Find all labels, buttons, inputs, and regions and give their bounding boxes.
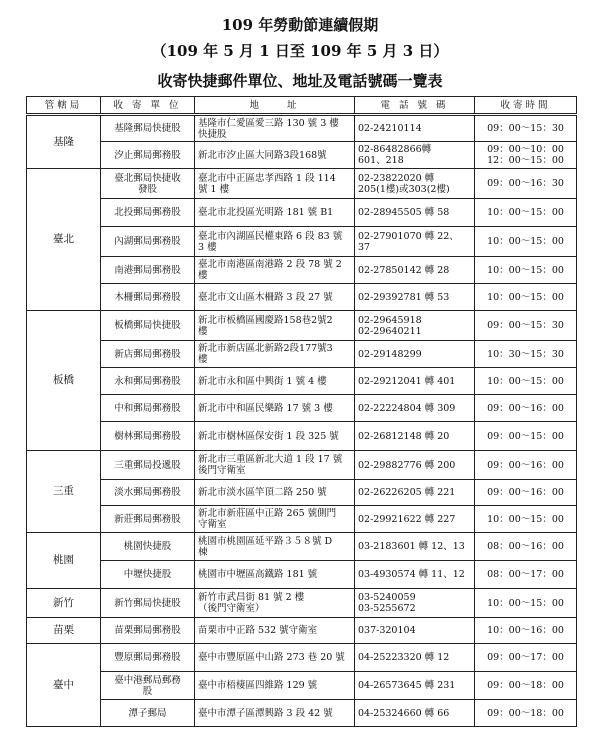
address-cell: 桃園市中壢區高鐵路 181 號 (195, 561, 355, 589)
phone-cell: 02-29645918 02-29640211 (355, 311, 475, 341)
hours-cell: 09：00～15：30 (475, 115, 577, 142)
address-cell: 新北市永和區中興街 1 號 4 樓 (195, 368, 355, 395)
hours-cell: 08：00～16：00 (475, 533, 577, 561)
hours-cell: 10：00～16：00 (475, 618, 577, 644)
phone-cell: 02-28945505 轉 58 (355, 199, 475, 227)
phone-cell: 03-2183601 轉 12、13 (355, 533, 475, 561)
hours-cell: 10：30～15：30 (475, 341, 577, 368)
unit-cell: 桃園快捷股 (101, 533, 195, 561)
table-row (27, 341, 577, 368)
table-row (27, 506, 577, 533)
unit-cell: 北投郵局郵務股 (101, 199, 195, 227)
table-row (27, 618, 577, 644)
phone-cell: 02-24210114 (355, 115, 475, 142)
hours-cell: 10：00～15：00 (475, 257, 577, 284)
table-row (27, 311, 577, 341)
table-row (27, 368, 577, 395)
phone-cell: 02-29882776 轉 200 (355, 451, 475, 480)
address-cell: 臺北市文山區木柵路 3 段 27 號 (195, 284, 355, 311)
unit-cell: 汐止郵局郵務股 (101, 142, 195, 169)
phone-cell: 04-25223320 轉 12 (355, 644, 475, 672)
phone-cell: 02-86482866轉 601、218 (355, 142, 475, 169)
hours-cell: 10：00～15：00 (475, 199, 577, 227)
region-cell: 板橋 (27, 311, 101, 451)
table-row (27, 533, 577, 561)
unit-cell: 淡水郵局郵務股 (101, 480, 195, 506)
hours-cell: 09：00～18：00 (475, 700, 577, 727)
address-cell: 苗栗市中正路 532 號守衛室 (195, 618, 355, 644)
table-row (27, 227, 577, 257)
phone-cell: 02-29392781 轉 53 (355, 284, 475, 311)
unit-cell: 永和郵局郵務股 (101, 368, 195, 395)
table-row (27, 199, 577, 227)
hours-cell: 09：00～17：00 (475, 644, 577, 672)
title-holiday: 109 年勞動節連續假期 (221, 16, 379, 34)
address-cell: 基隆市仁愛區愛三路 130 號 3 樓 快捷股 (195, 115, 355, 142)
unit-cell: 南港郵局郵務股 (101, 257, 195, 284)
header-hours: 收寄時間 (475, 97, 577, 115)
phone-cell: 02-26226205 轉 221 (355, 480, 475, 506)
address-cell: 新北市新店區北新路2段177號3 樓 (195, 341, 355, 368)
address-cell: 臺北市南港區南港路 2 段 78 號 2 樓 (195, 257, 355, 284)
table-row (27, 142, 577, 169)
table-row (27, 395, 577, 422)
phone-cell: 03-5240059 03-5255672 (355, 589, 475, 618)
phone-cell: 02-26812148 轉 20 (355, 422, 475, 451)
table-row (27, 451, 577, 480)
address-cell: 新北市淡水區竿頂二路 250 號 (195, 480, 355, 506)
phone-cell: 02-29212041 轉 401 (355, 368, 475, 395)
unit-cell: 苗栗郵局郵務股 (101, 618, 195, 644)
table-row (27, 422, 577, 451)
hours-cell: 09：00～16：00 (475, 480, 577, 506)
hours-cell: 09：00～16：00 (475, 395, 577, 422)
unit-cell: 臺中港郵局郵務 股 (101, 672, 195, 700)
region-cell: 臺北 (27, 169, 101, 311)
table-row (27, 644, 577, 672)
region-cell: 新竹 (27, 589, 101, 618)
table-row (27, 284, 577, 311)
address-cell: 新北市板橋區國慶路158巷2號2 樓 (195, 311, 355, 341)
phone-cell: 02-27901070 轉 22、 37 (355, 227, 475, 257)
address-cell: 臺中市潭子區潭興路 3 段 42 號 (195, 700, 355, 727)
phone-cell: 03-4930574 轉 11、12 (355, 561, 475, 589)
unit-cell: 潭子郵局 (101, 700, 195, 727)
region-cell: 苗栗 (27, 618, 101, 644)
address-cell: 新北市樹林區保安街 1 段 325 號 (195, 422, 355, 451)
phone-cell: 02-29148299 (355, 341, 475, 368)
header-jurisdiction: 管轄局 (27, 97, 101, 115)
title-table-caption: 收寄快捷郵件單位、地址及電話號碼一覽表 (157, 72, 443, 90)
address-cell: 新北市新莊區中正路 265 號側門 守衛室 (195, 506, 355, 533)
phone-cell: 037-320104 (355, 618, 475, 644)
table-row (27, 700, 577, 727)
unit-cell: 樹林郵局郵務股 (101, 422, 195, 451)
hours-cell: 10：00～15：00 (475, 227, 577, 257)
phone-cell: 02-29921622 轉 227 (355, 506, 475, 533)
address-cell: 臺北市中正區忠孝西路 1 段 114 號 1 樓 (195, 169, 355, 199)
address-cell: 新竹市武昌街 81 號 2 樓 （後門守衛室） (195, 589, 355, 618)
hours-cell: 08：00～17：00 (475, 561, 577, 589)
hours-cell: 10：00～15：00 (475, 506, 577, 533)
region-cell: 基隆 (27, 115, 101, 169)
unit-cell: 新莊郵局郵務股 (101, 506, 195, 533)
unit-cell: 中和郵局郵務股 (101, 395, 195, 422)
address-cell: 臺中市梧棲區四維路 129 號 (195, 672, 355, 700)
phone-cell: 04-25324660 轉 66 (355, 700, 475, 727)
table-row (27, 561, 577, 589)
address-cell: 臺北市內湖區民權東路 6 段 83 號 3 樓 (195, 227, 355, 257)
address-cell: 臺中市豐原區中山路 273 巷 20 號 (195, 644, 355, 672)
region-cell: 臺中 (27, 644, 101, 727)
header-address: 地 址 (195, 97, 355, 115)
unit-cell: 臺北郵局快捷收 發股 (101, 169, 195, 199)
hours-cell: 09：00～10：00 12：00～15：00 (475, 142, 577, 169)
hours-cell: 09：00～16：30 (475, 169, 577, 199)
header-unit: 收 寄 單 位 (101, 97, 195, 115)
hours-cell: 10：00～15：00 (475, 284, 577, 311)
phone-cell: 02-27850142 轉 28 (355, 257, 475, 284)
address-cell: 臺北市北投區光明路 181 號 B1 (195, 199, 355, 227)
address-cell: 新北市中和區民樂路 17 號 3 樓 (195, 395, 355, 422)
table-row (27, 115, 577, 142)
post-office-table (26, 96, 577, 727)
table-row (27, 169, 577, 199)
table-header-row (27, 97, 577, 115)
hours-cell: 09：00～16：00 (475, 451, 577, 480)
table-row (27, 480, 577, 506)
hours-cell: 09：00～18：00 (475, 672, 577, 700)
unit-cell: 新竹郵局快捷股 (101, 589, 195, 618)
hours-cell: 09：00～15：00 (475, 422, 577, 451)
table-row (27, 589, 577, 618)
address-cell: 新北市三重區新北大道 1 段 17 號 後門守衛室 (195, 451, 355, 480)
unit-cell: 新店郵局郵務股 (101, 341, 195, 368)
hours-cell: 10：00～15：00 (475, 368, 577, 395)
phone-cell: 04-26573645 轉 231 (355, 672, 475, 700)
title-date-range: （109 年 5 月 1 日至 109 年 5 月 3 日） (151, 42, 449, 60)
hours-cell: 09：00～15：30 (475, 311, 577, 341)
unit-cell: 內湖郵局郵務股 (101, 227, 195, 257)
unit-cell: 三重郵局投遞股 (101, 451, 195, 480)
unit-cell: 板橋郵局快捷股 (101, 311, 195, 341)
table-row (27, 672, 577, 700)
phone-cell: 02-22224804 轉 309 (355, 395, 475, 422)
unit-cell: 木柵郵局郵務股 (101, 284, 195, 311)
table-row (27, 257, 577, 284)
unit-cell: 中壢快捷股 (101, 561, 195, 589)
unit-cell: 基隆郵局快捷股 (101, 115, 195, 142)
region-cell: 三重 (27, 451, 101, 533)
table-body (27, 115, 577, 727)
hours-cell: 10：00～15：00 (475, 589, 577, 618)
unit-cell: 豐原郵局郵務股 (101, 644, 195, 672)
header-phone: 電 話 號 碼 (355, 97, 475, 115)
address-cell: 新北市汐止區大同路3段168號 (195, 142, 355, 169)
region-cell: 桃園 (27, 533, 101, 589)
phone-cell: 02-23822020 轉 205(1樓)或303(2樓) (355, 169, 475, 199)
address-cell: 桃園市桃園區延平路３５８號 D 棟 (195, 533, 355, 561)
